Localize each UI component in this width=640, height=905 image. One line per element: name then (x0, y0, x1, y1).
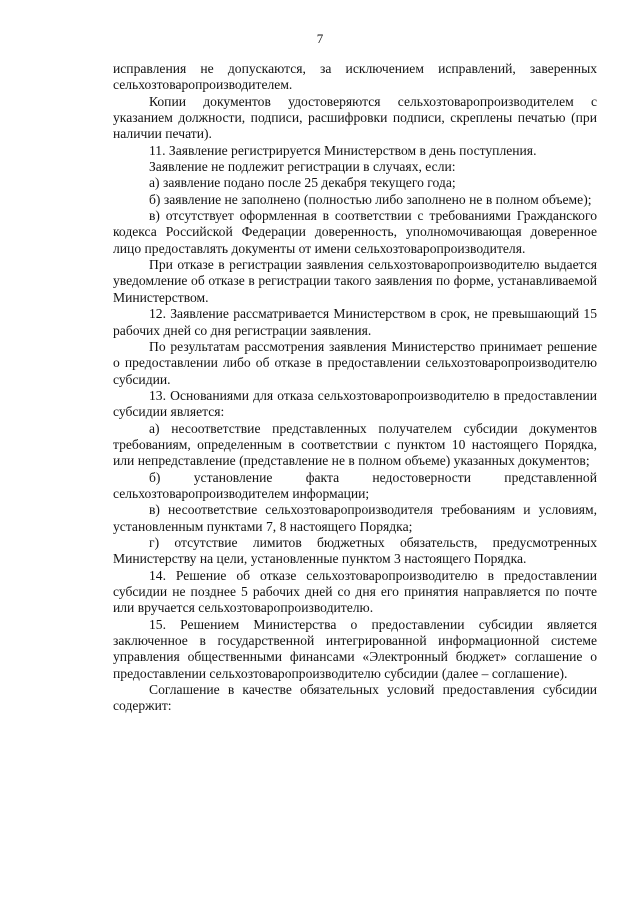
paragraph: При отказе в регистрации заявления сельхозтоваропроизводителю выдается уведомление об отказе в регистрации такого заявления по форме, устанавливаемой Министерством. (113, 257, 597, 305)
list-item: г) отсутствие лимитов бюджетных обязательств, предусмотренных Министерству на цели, установленные пунктом 3 настоящего Порядка. (113, 534, 597, 567)
list-item: в) несоответствие сельхозтоваропроизводителя требованиям и условиям, установленным пунктами 7, 8 настоящего Порядка; (113, 502, 597, 534)
page-number: 7 (316, 31, 324, 46)
list-item: а) несоответствие представленных получателем субсидии документов требованиям, определенным в соответствии с пунктом 10 настоящего Порядка, или непредставление (представление не в полном объеме) указанных документов; (113, 420, 597, 469)
list-item: в) отсутствует оформленная в соответствии с требованиями Гражданского кодекса Российской Федерации доверенность, уполномочивающая доверенное лицо предоставлять документы от имени сельхозтоваропроизводителя. (113, 208, 597, 256)
document-body (113, 61, 597, 715)
paragraph: 12. Заявление рассматривается Министерством в срок, не превышающий 15 рабочих дней со дня регистрации заявления. (113, 306, 597, 338)
list-item: б) заявление не заполнено (полностью либо заполнено не в полном объеме); (149, 191, 592, 207)
paragraph: 11. Заявление регистрируется Министерством в день поступления. (149, 142, 537, 158)
paragraph: Соглашение в качестве обязательных условий предоставления субсидии содержит: (113, 682, 597, 714)
paragraph: 15. Решением Министерства о предоставлении субсидии является заключенное в государственной интегрированной информационной системе управления общественными финансами «Электронный бюджет» соглашение о предоставлении сельхозтоваропроизводителю субсидии (далее – соглашение). (113, 616, 597, 681)
paragraph: По результатам рассмотрения заявления Министерство принимает решение о предоставлении либо об отказе в предоставлении сельхозтоваропроизводителю субсидии. (113, 338, 597, 387)
paragraph: 13. Основаниями для отказа сельхозтоваропроизводителю в предоставлении субсидии является: (113, 387, 597, 420)
list-item: б) установление факта недостоверности представленной сельхозтоваропроизводителем информации; (113, 469, 597, 501)
paragraph: Копии документов удостоверяются сельхозтоваропроизводителем с указанием должности, подписи, расшифровки подписи, скреплены печатью (при наличии печати). (113, 93, 597, 142)
list-item: а) заявление подано после 25 декабря текущего года; (149, 175, 456, 191)
paragraph: исправления не допускаются, за исключением исправлений, заверенных сельхозтоваропроизводителем. (113, 61, 597, 93)
paragraph: Заявление не подлежит регистрации в случаях, если: (149, 159, 456, 175)
paragraph: 14. Решение об отказе сельхозтоваропроизводителю в предоставлении субсидии не позднее 5 рабочих дней со дня его принятия направляется по почте или вручается сельхозтоваропроизводителю. (113, 567, 597, 616)
